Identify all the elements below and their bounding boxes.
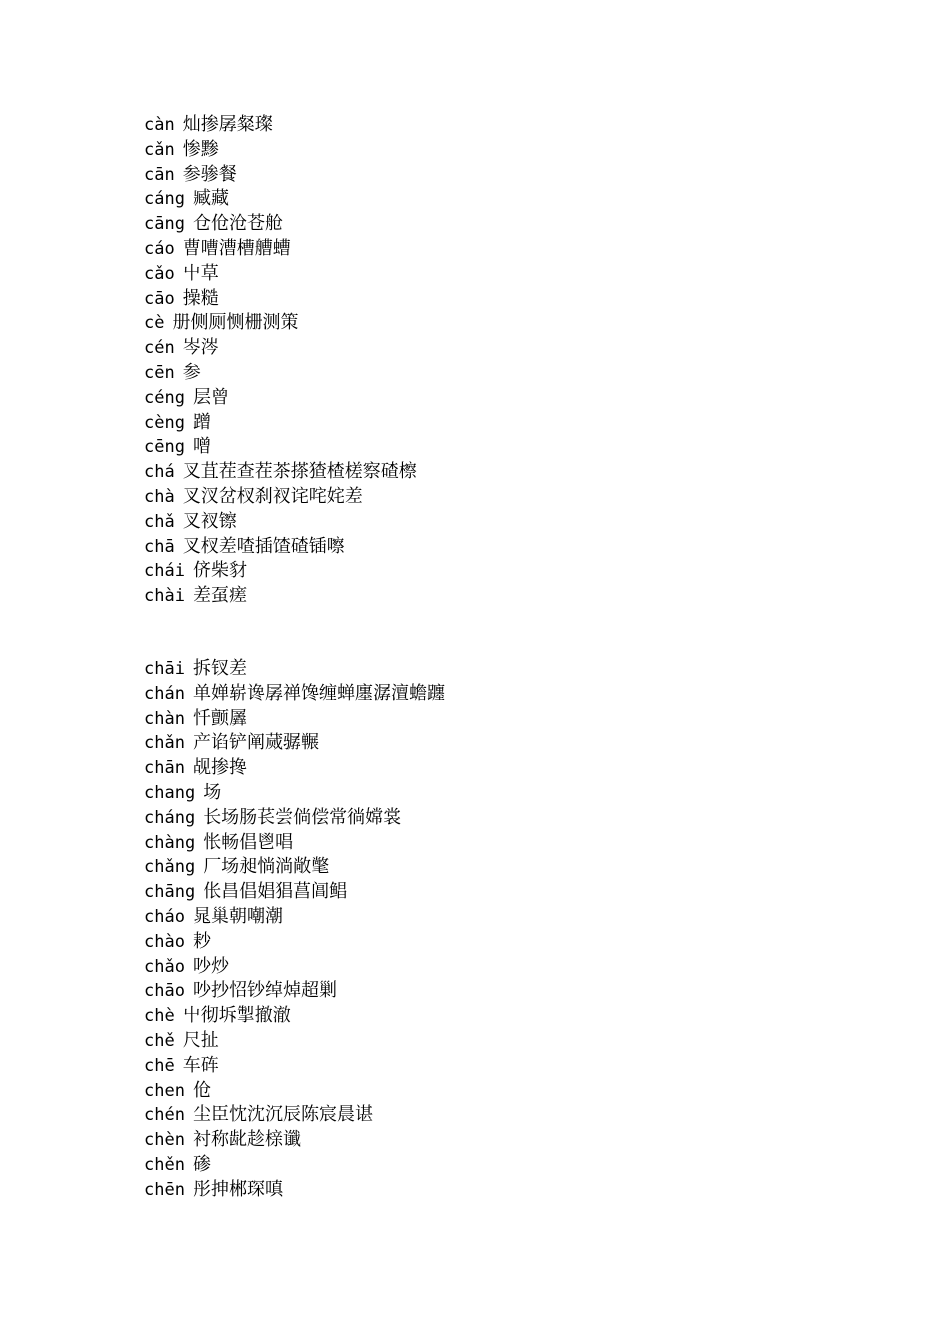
pinyin-syllable: chāi bbox=[144, 659, 185, 679]
pinyin-entry bbox=[144, 311, 417, 336]
character-list: 参 bbox=[182, 361, 201, 383]
pinyin-syllable: cè bbox=[144, 313, 165, 334]
pinyin-entry bbox=[144, 361, 417, 386]
character-list: 拆钗差 bbox=[192, 658, 247, 679]
pinyin-syllable: càn bbox=[144, 115, 175, 135]
pinyin-entry bbox=[144, 657, 445, 682]
character-list: 吵抄怊钞绰焯超剿 bbox=[192, 980, 337, 1002]
character-list: 产谄铲阐蒇骣冁 bbox=[192, 732, 319, 754]
pinyin-entry bbox=[144, 756, 445, 781]
pinyin-entry bbox=[144, 1103, 445, 1128]
pinyin-entry bbox=[144, 682, 445, 707]
pinyin-syllable: chào bbox=[144, 931, 185, 952]
pinyin-entry bbox=[144, 386, 417, 411]
character-list: 蹭 bbox=[192, 411, 211, 433]
character-list: 晁巢朝嘲潮 bbox=[192, 905, 283, 927]
pinyin-entry bbox=[144, 905, 445, 930]
pinyin-syllable: cháng bbox=[144, 807, 196, 828]
pinyin-entry bbox=[144, 336, 417, 361]
pinyin-entry bbox=[144, 113, 417, 138]
pinyin-syllable: chǎo bbox=[144, 956, 185, 977]
pinyin-syllable: chè bbox=[144, 1006, 175, 1027]
pinyin-entry bbox=[144, 707, 445, 732]
pinyin-syllable: cèng bbox=[144, 412, 185, 433]
character-list: 单婵崭谗孱禅馋缠蝉廛潺澶蟾躔 bbox=[192, 682, 445, 704]
pinyin-syllable: chen bbox=[144, 1080, 185, 1101]
pinyin-syllable: cáo bbox=[144, 238, 175, 259]
pinyin-entry bbox=[144, 237, 417, 262]
character-list: 忏颤羼 bbox=[192, 707, 247, 729]
pinyin-entry bbox=[144, 955, 445, 980]
pinyin-syllable: cǎo bbox=[144, 263, 175, 284]
pinyin-syllable: cāo bbox=[144, 288, 175, 309]
character-list: 灿掺孱粲璨 bbox=[182, 114, 273, 135]
pinyin-syllable: chǎn bbox=[144, 733, 185, 754]
pinyin-syllable: chāng bbox=[144, 882, 196, 903]
pinyin-entry bbox=[144, 979, 445, 1004]
pinyin-syllable: chēn bbox=[144, 1179, 185, 1200]
pinyin-syllable: chà bbox=[144, 486, 175, 507]
pinyin-entry bbox=[144, 1178, 445, 1203]
character-list: 操糙 bbox=[182, 287, 219, 309]
character-list: 叉杈差喳插馇碴锸嚓 bbox=[182, 535, 345, 557]
character-list: 参骖餐 bbox=[182, 163, 237, 185]
pinyin-syllable: cén bbox=[144, 338, 175, 359]
pinyin-entry bbox=[144, 1029, 445, 1054]
pinyin-syllable: cān bbox=[144, 164, 175, 185]
pinyin-entry bbox=[144, 212, 417, 237]
pinyin-list-section-1 bbox=[144, 113, 417, 609]
pinyin-entry bbox=[144, 1128, 445, 1153]
pinyin-syllable: chǎ bbox=[144, 511, 175, 532]
pinyin-syllable: chǎng bbox=[144, 857, 196, 878]
pinyin-syllable: cáng bbox=[144, 189, 185, 210]
pinyin-syllable: chàng bbox=[144, 832, 196, 853]
character-list: 叉汊岔杈刹衩诧咤姹差 bbox=[182, 485, 363, 507]
pinyin-entry bbox=[144, 880, 445, 905]
pinyin-syllable: chá bbox=[144, 462, 175, 483]
pinyin-entry bbox=[144, 559, 417, 584]
pinyin-entry bbox=[144, 584, 417, 609]
character-list: 觇掺搀 bbox=[192, 757, 247, 779]
pinyin-entry bbox=[144, 187, 417, 212]
pinyin-entry bbox=[144, 781, 445, 806]
character-list: 尘臣忱沈沉辰陈宸晨谌 bbox=[192, 1104, 373, 1126]
character-list: 长场肠苌尝倘偿常徜嫦裳 bbox=[203, 806, 402, 828]
pinyin-syllable: chē bbox=[144, 1055, 175, 1076]
character-list: 册侧厕恻栅测策 bbox=[172, 312, 299, 334]
character-list: 厂场昶惝淌敞氅 bbox=[203, 856, 330, 878]
character-list: 伧 bbox=[192, 1079, 211, 1101]
pinyin-entry bbox=[144, 163, 417, 188]
pinyin-syllable: chèn bbox=[144, 1130, 185, 1151]
character-list: 层曾 bbox=[192, 386, 229, 408]
character-list: 耖 bbox=[192, 930, 211, 952]
pinyin-entry bbox=[144, 460, 417, 485]
character-list: 吵炒 bbox=[192, 955, 229, 977]
character-list: 场 bbox=[203, 781, 222, 803]
pinyin-entry bbox=[144, 1004, 445, 1029]
character-list: 屮草 bbox=[182, 262, 219, 284]
character-list: 岑涔 bbox=[182, 337, 219, 359]
character-list: 怅畅倡鬯唱 bbox=[203, 831, 294, 853]
pinyin-entry bbox=[144, 806, 445, 831]
pinyin-entry bbox=[144, 262, 417, 287]
pinyin-entry bbox=[144, 1153, 445, 1178]
character-list: 惨黪 bbox=[182, 138, 219, 160]
character-list: 彤抻郴琛嗔 bbox=[192, 1178, 283, 1200]
pinyin-entry bbox=[144, 731, 445, 756]
pinyin-syllable: chang bbox=[144, 782, 196, 803]
character-list: 仓伧沧苍舱 bbox=[192, 213, 283, 235]
pinyin-syllable: chān bbox=[144, 758, 185, 779]
pinyin-syllable: chěn bbox=[144, 1154, 185, 1175]
pinyin-syllable: chě bbox=[144, 1030, 175, 1051]
pinyin-syllable: cāng bbox=[144, 214, 185, 235]
pinyin-syllable: cēng bbox=[144, 437, 185, 458]
pinyin-entry bbox=[144, 435, 417, 460]
character-list: 衬称龀趁榇谶 bbox=[192, 1129, 301, 1151]
pinyin-entry bbox=[144, 510, 417, 535]
pinyin-entry bbox=[144, 930, 445, 955]
character-list: 噌 bbox=[192, 436, 211, 458]
pinyin-syllable: chàn bbox=[144, 708, 185, 729]
character-list: 曹嘈漕槽艚螬 bbox=[182, 237, 291, 259]
pinyin-syllable: chā bbox=[144, 536, 175, 557]
pinyin-entry bbox=[144, 1079, 445, 1104]
character-list: 屮彻坼掣撤澈 bbox=[182, 1005, 291, 1027]
character-list: 侪柴豺 bbox=[192, 560, 247, 582]
pinyin-entry bbox=[144, 1054, 445, 1079]
pinyin-syllable: chán bbox=[144, 683, 185, 704]
character-list: 臧藏 bbox=[192, 188, 229, 210]
pinyin-entry bbox=[144, 485, 417, 510]
pinyin-entry bbox=[144, 831, 445, 856]
pinyin-entry bbox=[144, 138, 417, 163]
character-list: 碜 bbox=[192, 1153, 211, 1175]
pinyin-syllable: céng bbox=[144, 387, 185, 408]
pinyin-syllable: cēn bbox=[144, 362, 175, 383]
character-list: 伥昌倡娼猖菖阊鲳 bbox=[203, 881, 348, 903]
character-list: 叉苴茬查茬茶搽猹楂槎察碴檫 bbox=[182, 461, 417, 483]
pinyin-entry bbox=[144, 855, 445, 880]
pinyin-syllable: cǎn bbox=[144, 139, 175, 160]
character-list: 车砗 bbox=[182, 1054, 219, 1076]
pinyin-entry bbox=[144, 287, 417, 312]
character-list: 叉衩镲 bbox=[182, 510, 237, 532]
character-list: 尺扯 bbox=[182, 1029, 219, 1051]
pinyin-entry bbox=[144, 535, 417, 560]
character-list: 差虿瘥 bbox=[192, 585, 247, 607]
pinyin-syllable: chài bbox=[144, 586, 185, 607]
pinyin-syllable: chāo bbox=[144, 981, 185, 1002]
pinyin-syllable: chái bbox=[144, 561, 185, 582]
pinyin-list-section-2 bbox=[144, 657, 445, 1203]
pinyin-syllable: cháo bbox=[144, 906, 185, 927]
pinyin-entry bbox=[144, 411, 417, 436]
pinyin-syllable: chén bbox=[144, 1105, 185, 1126]
